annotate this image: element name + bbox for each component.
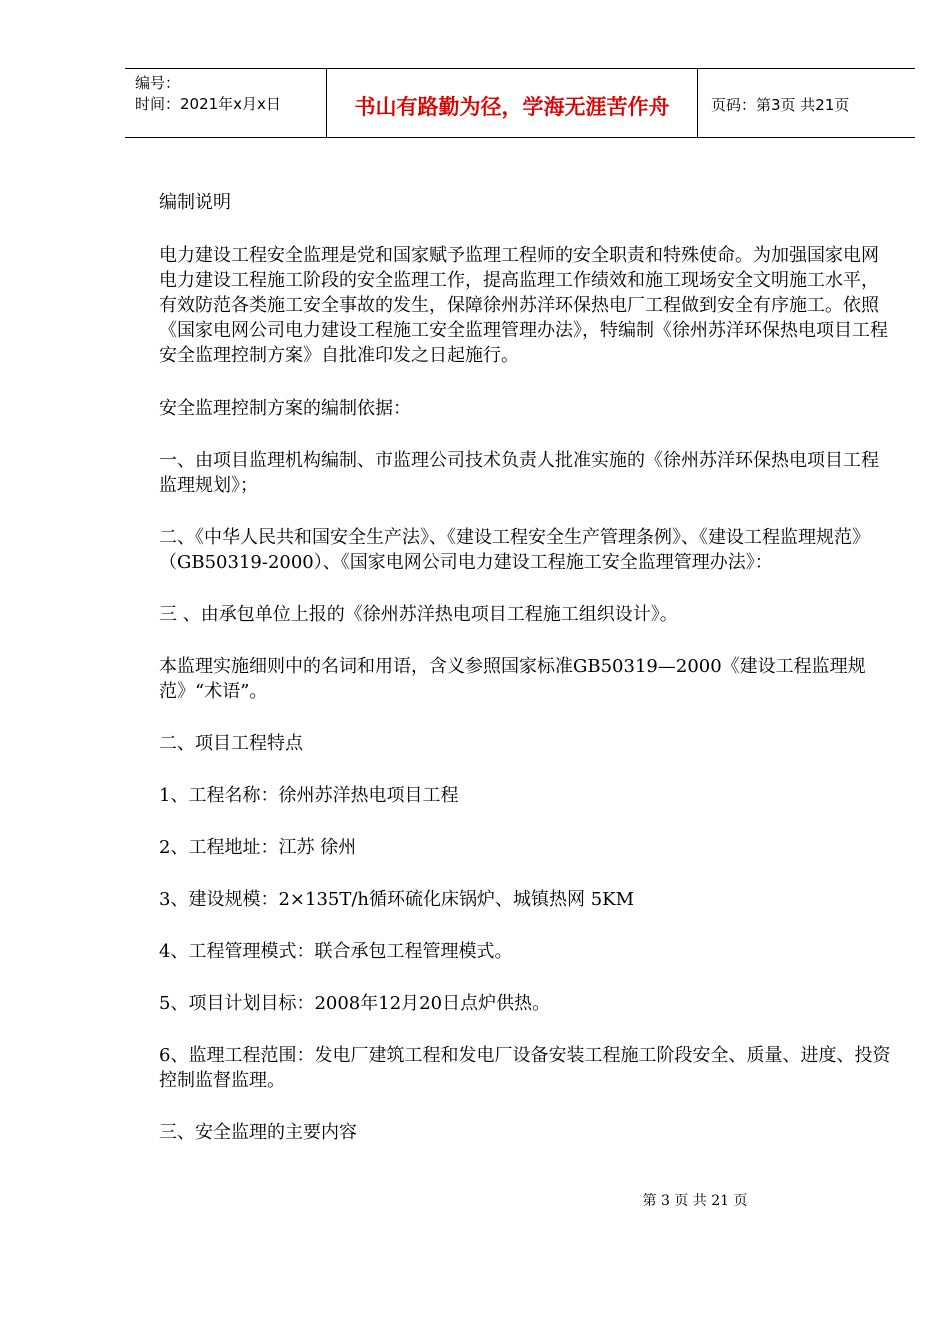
list-item-project-address: 2、工程地址：江苏 徐州 [159, 837, 357, 858]
header-meta [125, 69, 325, 137]
paragraph-terms: 本监理实施细则中的名词和用语，含义参照国家标准GB50319—2000《建设工程监理规范》“术语”。 [159, 656, 866, 702]
document-number-label: 编号： [135, 74, 181, 92]
list-item-plan-target: 5、项目计划目标：2008年12月20日点炉供热。 [159, 993, 551, 1014]
paragraph-basis-heading: 安全监理控制方案的编制依据： [159, 398, 411, 419]
list-item-management-mode: 4、工程管理模式：联合承包工程管理模式。 [159, 941, 513, 962]
list-item-supervision-scope: 6、监理工程范围：发电厂建筑工程和发电厂设备安装工程施工阶段安全、质量、进度、投资控制监督监理。 [159, 1045, 891, 1091]
paragraph-basis-2: 二、《中华人民共和国安全生产法》、《建设工程安全生产管理条例》、《建设工程监理规范》（GB50319-2000）、《国家电网公司电力建设工程施工安全监理管理办法》： [159, 527, 870, 573]
section-title-compilation-notes: 编制说明 [159, 192, 231, 213]
page-footer [0, 1190, 950, 1210]
header-motto: 书山有路勤为径，学海无涯苦作舟 [354, 94, 670, 119]
paragraph-basis-3: 三 、由承包单位上报的《徐州苏洋热电项目工程施工组织设计》。 [159, 604, 678, 625]
document-time-label: 时间：2021年x月x日 [135, 95, 281, 113]
page-header [125, 68, 915, 138]
paragraph-basis-1: 一、由项目监理机构编制、市监理公司技术负责人批准实施的《徐州苏洋环保热电项目工程监理规划》； [159, 450, 879, 496]
section-title-main-content: 三、安全监理的主要内容 [159, 1122, 357, 1143]
footer-page-number: 第 3 页 共 21 页 [642, 1193, 748, 1209]
header-page-info: 页码：第3页 共21页 [711, 96, 850, 114]
section-title-project-features: 二、项目工程特点 [159, 733, 303, 754]
document-body [159, 190, 894, 1145]
paragraph-intro: 电力建设工程安全监理是党和国家赋予监理工程师的安全职责和特殊使命。为加强国家电网电力建设工程施工阶段的安全监理工作，提高监理工作绩效和施工现场安全文明施工水平，有效防范各类施工安全事故的发生，保障徐州苏洋环保热电厂工程做到安全有序施工。依照《国家电网公司电力建设工程施工安全监理管理办法》，特编制《徐州苏洋环保热电项目工程安全监理控制方案》自批准印发之日起施行。 [159, 245, 888, 366]
header-page-cell [697, 69, 915, 137]
list-item-construction-scale: 3、建设规模：2×135T/h循环硫化床锅炉、城镇热网 5KM [159, 889, 635, 910]
list-item-project-name: 1、工程名称：徐州苏洋热电项目工程 [159, 785, 459, 806]
header-motto-cell [326, 69, 698, 137]
